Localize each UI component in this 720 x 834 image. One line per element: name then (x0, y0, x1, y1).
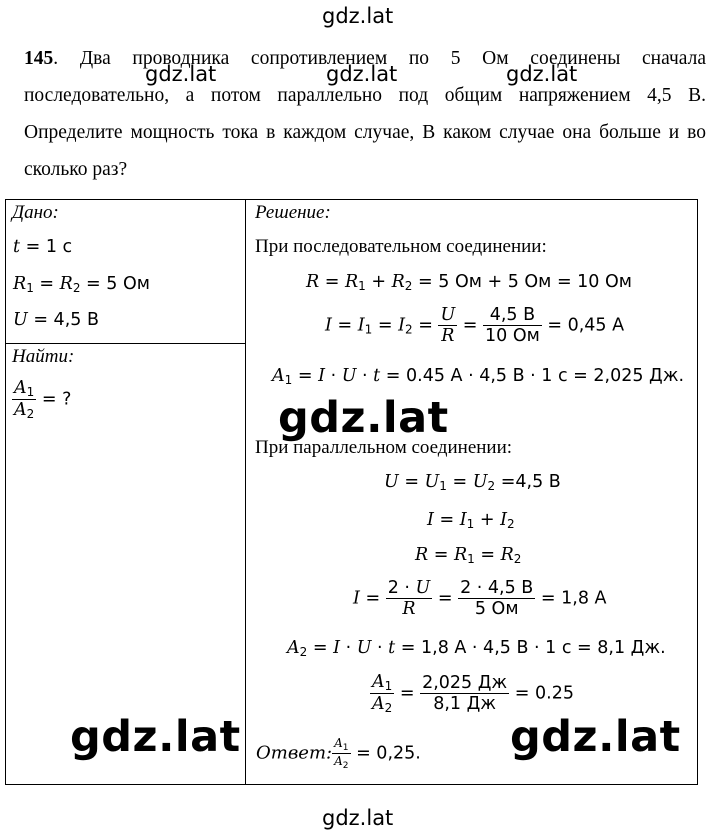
find-label: Найти: (12, 346, 75, 367)
parallel-current: I = $\frac{2 \cdot U}{R}$ = $\frac{2 \cdot 4,5 В}{5 Ом}$ = 1,8 А (353, 578, 607, 619)
series-current: $I = I_1 = I_2$ = $\frac{U}{R}$ = $\frac{4,5 В}{10 Ом}$ = 0,45 А (325, 305, 625, 346)
watermark: gdz.lat (70, 712, 241, 762)
solution-label: Решение: (255, 202, 331, 223)
task-number: 145 (24, 48, 54, 69)
answer: Ответ: $\frac{A_1}{A_2}$ = 0,25. (256, 736, 421, 771)
given-t: t = 1 с (13, 237, 73, 257)
find-ratio: $\frac{A_1}{A_2}$ = ? (14, 378, 72, 421)
parallel-heading: При параллельном соединении: (255, 437, 513, 458)
watermark: gdz.lat (506, 62, 578, 86)
parallel-current-sum: $I = I_1 + I_2$ (427, 510, 515, 531)
work-ratio: $\frac{A_1}{A_2}$ = $\frac{2,025 Дж}{8,1 Дж}$ = 0.25 (372, 672, 574, 715)
series-work: $A_1 = I \cdot U \cdot t = 0.45$ А · 4,5 В · 1 с = 2,025 Дж. (272, 366, 685, 387)
watermark: gdz.lat (278, 393, 449, 443)
given-label: Дано: (12, 202, 59, 223)
watermark: gdz.lat (326, 62, 398, 86)
series-resistance: $R = R_1 + R_2 = 5$ Ом + 5 Ом = 10 Ом (306, 272, 632, 293)
table-divider-horizontal (5, 343, 246, 344)
watermark: gdz.lat (322, 806, 394, 830)
parallel-resistance: $R = R_1 = R_2$ (415, 545, 522, 566)
task-text: . Два проводника сопротивлением по 5 Ом соединены сначала последовательно, а потом параллельно под общим напряжением 4,5 В. Определите мощность тока в каждом случае, В каком случае она больше и во сколько раз? (24, 48, 706, 180)
watermark: gdz.lat (145, 62, 217, 86)
task-statement (24, 40, 706, 188)
given-u: U = 4,5 В (13, 310, 99, 330)
parallel-voltage: $U = U_1 = U_2 =4,5$ В (384, 472, 561, 493)
watermark: gdz.lat (510, 712, 681, 762)
parallel-work: $A_2 = I \cdot U \cdot t = 1,8$ А · 4,5 В · 1 с = 8,1 Дж. (287, 638, 666, 659)
given-r: $R_1 = R_2 = 5$ Ом (13, 274, 150, 295)
series-heading: При последовательном соединении: (255, 236, 547, 257)
watermark: gdz.lat (322, 4, 394, 28)
table-divider-vertical (245, 199, 246, 785)
